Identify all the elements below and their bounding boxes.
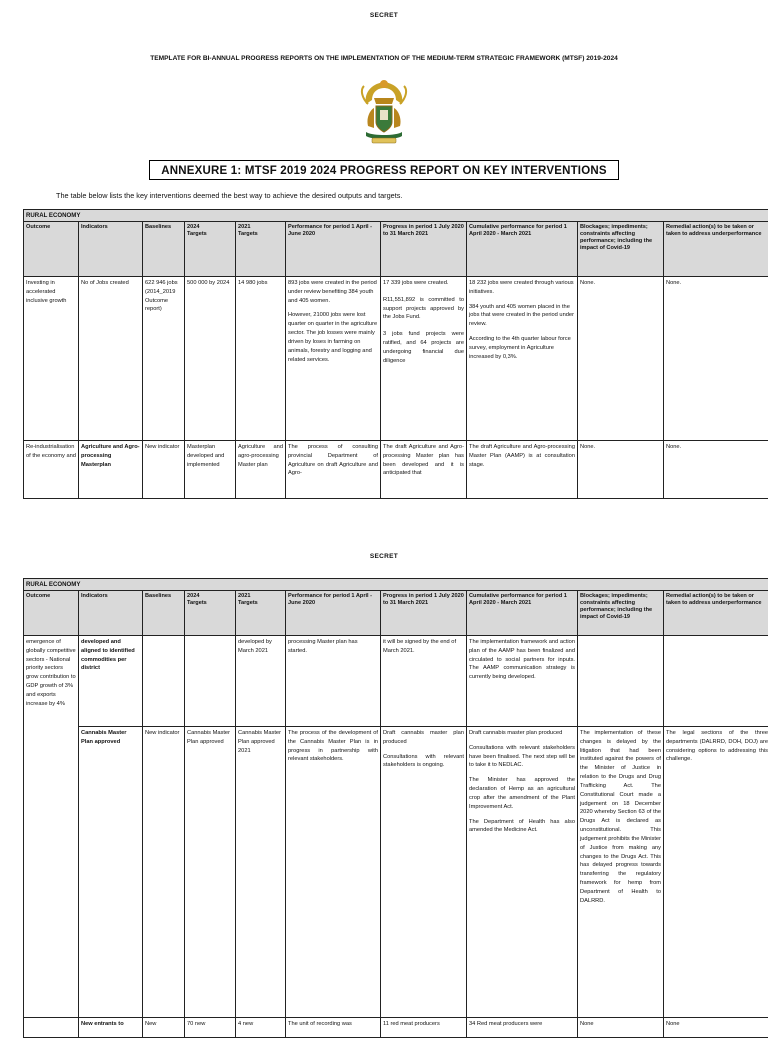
cell-performance: The unit of recording was bbox=[286, 1018, 381, 1038]
cell-blockages: None bbox=[578, 1018, 664, 1038]
cell-target-2024: Masterplan developed and implemented bbox=[185, 441, 236, 499]
cell-remedial: None. bbox=[664, 277, 768, 441]
col-header: Performance for period 1 April - June 2020 bbox=[286, 591, 381, 636]
cell-progress bbox=[381, 277, 467, 441]
col-header: Remedial action(s) to be taken or taken to address underperformance bbox=[664, 222, 768, 277]
paragraph: R11,551,892 is committed to support projects approved by the Jobs Fund. bbox=[383, 296, 464, 322]
table-row bbox=[24, 277, 768, 441]
section-title: RURAL ECONOMY bbox=[24, 210, 768, 222]
cell-performance: The process of consulting provincial Department of Agriculture on draft Agriculture and Agro- bbox=[286, 441, 381, 499]
col-header: Blockages; impediments; constraints affecting performance; including the impact of Covid-19 bbox=[578, 222, 664, 277]
paragraph: However, 21000 jobs were lost quarter on quarter in the agriculture sector. The job losses were mainly driven by loses in farming on animals, forestry and logging and related services. bbox=[288, 311, 378, 364]
col-header: Indicators bbox=[79, 591, 143, 636]
table-row bbox=[24, 727, 768, 1018]
col-header: Indicators bbox=[79, 222, 143, 277]
annexure-title: ANNEXURE 1: MTSF 2019 2024 PROGRESS REPORT ON KEY INTERVENTIONS bbox=[149, 160, 619, 180]
cell-performance: processing Master plan has started. bbox=[286, 636, 381, 727]
paragraph: Draft cannabis master plan produced bbox=[469, 729, 575, 738]
col-header: 2021 Targets bbox=[236, 591, 286, 636]
cell-target-2021: developed by March 2021 bbox=[236, 636, 286, 727]
paragraph: The Department of Health has also amended the Medicine Act. bbox=[469, 818, 575, 836]
cell-cumulative: 34 Red meat producers were bbox=[467, 1018, 578, 1038]
paragraph: Consultations with relevant stakeholders is ongoing. bbox=[383, 753, 464, 771]
cell-baseline: New indicator bbox=[143, 727, 185, 1018]
cell-outcome: Re-industrialisation of the economy and bbox=[24, 441, 79, 499]
paragraph: Consultations with relevant stakeholders have been finalised. The next step will be to take it to NEDLAC. bbox=[469, 744, 575, 770]
secret-header: SECRET bbox=[0, 12, 768, 19]
progress-table-page2 bbox=[23, 578, 768, 1038]
col-header: Performance for period 1 April - June 2020 bbox=[286, 222, 381, 277]
col-header: 2021 Targets bbox=[236, 222, 286, 277]
cell-cumulative bbox=[467, 277, 578, 441]
cell-baseline: New indicator bbox=[143, 441, 185, 499]
cell-outcome: Investing in accelerated inclusive growth bbox=[24, 277, 79, 441]
cell-performance bbox=[286, 277, 381, 441]
paragraph: Draft cannabis master plan produced bbox=[383, 729, 464, 747]
section-title: RURAL ECONOMY bbox=[24, 579, 768, 591]
col-header: Blockages; impediments; constraints affecting performance; including the impact of Covid-19 bbox=[578, 591, 664, 636]
col-header: Baselines bbox=[143, 222, 185, 277]
cell-blockages: None. bbox=[578, 277, 664, 441]
cell-blockages bbox=[578, 636, 664, 727]
cell-remedial: The legal sections of the three departments (DALRRD, DOH, DOJ) are considering options to addressing this challenge. bbox=[664, 727, 768, 1018]
table-row bbox=[24, 636, 768, 727]
col-header: Progress in period 1 July 2020 to 31 March 2021 bbox=[381, 591, 467, 636]
cell-progress bbox=[381, 727, 467, 1018]
cell-blockages: None. bbox=[578, 441, 664, 499]
secret-header: SECRET bbox=[0, 553, 768, 560]
cell-indicator: New entrants to bbox=[79, 1018, 143, 1038]
cell-indicator: Cannabis Master Plan approved bbox=[79, 727, 143, 1018]
cell-progress: 11 red meat producers bbox=[381, 1018, 467, 1038]
paragraph: 893 jobs were created in the period under review benefiting 384 youth and 405 women. bbox=[288, 279, 378, 305]
cell-target-2021: Cannabis Master Plan approved 2021 bbox=[236, 727, 286, 1018]
cell-outcome: emergence of globally competitive sectors - National priority sectors grow contribution to GDP growth of 3% and exports increase by 4% bbox=[24, 636, 79, 1018]
col-header: Outcome bbox=[24, 222, 79, 277]
cell-baseline: 622 946 jobs (2014_2019 Outcome report) bbox=[143, 277, 185, 441]
cell-target-2021: 4 new bbox=[236, 1018, 286, 1038]
col-header: Remedial action(s) to be taken or taken to address underperformance bbox=[664, 591, 768, 636]
paragraph: 384 youth and 405 women placed in the jobs that were created in the period under review. bbox=[469, 303, 575, 329]
paragraph: 3 jobs fund projects were ratified, and 64 projects are undergoing financial due diligence bbox=[383, 330, 464, 365]
paragraph: 17 339 jobs were created. bbox=[383, 279, 464, 288]
cell-remedial: None bbox=[664, 1018, 768, 1038]
cell-progress: The draft Agriculture and Agro-processing Master plan has been developed and it is anticipated that bbox=[381, 441, 467, 499]
coat-of-arms-logo bbox=[356, 74, 412, 148]
paragraph: According to the 4th quarter labour force survey, employment in Agriculture increased by 0,3%. bbox=[469, 335, 575, 361]
paragraph: The Minister has approved the declaration of Hemp as an agricultural crop after the amendment of the Plant Improvement Act. bbox=[469, 776, 575, 811]
cell-performance: The process of the development of the Cannabis Master Plan is in progress in partnership with relevant stakeholders. bbox=[286, 727, 381, 1018]
col-header: Cumulative performance for period 1 April 2020 - March 2021 bbox=[467, 591, 578, 636]
cell-baseline bbox=[143, 636, 185, 727]
cell-target-2021: Agriculture and agro-processing Master plan bbox=[236, 441, 286, 499]
cell-target-2024: 500 000 by 2024 bbox=[185, 277, 236, 441]
paragraph: 18 232 jobs were created through various initiatives. bbox=[469, 279, 575, 297]
col-header: Cumulative performance for period 1 April 2020 - March 2021 bbox=[467, 222, 578, 277]
cell-indicator: developed and aligned to identified commodities per district bbox=[79, 636, 143, 727]
col-header: Baselines bbox=[143, 591, 185, 636]
document-title: TEMPLATE FOR BI-ANNUAL PROGRESS REPORTS ON THE IMPLEMENTATION OF THE MEDIUM-TERM STRATEGIC FRAMEWORK (MTSF) 2019-2024 bbox=[0, 55, 768, 62]
cell-cumulative bbox=[467, 727, 578, 1018]
cell-target-2021: 14 980 jobs bbox=[236, 277, 286, 441]
progress-table-page1 bbox=[23, 209, 768, 499]
table-row bbox=[24, 441, 768, 499]
intro-text: The table below lists the key interventions deemed the best way to achieve the desired outputs and targets. bbox=[56, 191, 402, 200]
cell-progress: it will be signed by the end of March 2021. bbox=[381, 636, 467, 727]
cell-indicator: No of Jobs created bbox=[79, 277, 143, 441]
cell-target-2024 bbox=[185, 636, 236, 727]
cell-target-2024: 70 new bbox=[185, 1018, 236, 1038]
cell-outcome bbox=[24, 1018, 79, 1038]
col-header: Outcome bbox=[24, 591, 79, 636]
cell-baseline: New bbox=[143, 1018, 185, 1038]
cell-cumulative: The implementation framework and action plan of the AAMP has been finalized and circulated to social partners for inputs. The AAMP communication strategy is currently being developed. bbox=[467, 636, 578, 727]
cell-remedial bbox=[664, 636, 768, 727]
col-header: Progress in period 1 July 2020 to 31 March 2021 bbox=[381, 222, 467, 277]
cell-remedial: None. bbox=[664, 441, 768, 499]
cell-indicator: Agriculture and Agro-processing Masterplan bbox=[79, 441, 143, 499]
table-row bbox=[24, 1018, 768, 1038]
cell-target-2024: Cannabis Master Plan approved bbox=[185, 727, 236, 1018]
col-header: 2024 Targets bbox=[185, 591, 236, 636]
cell-blockages: The implementation of these changes is delayed by the litigation that had been instituted against the powers of the Minister of Justice in relation to the Drugs and Drug Trafficking Act. The Constitutional Court made a judgement on 18 December 2020 whereby Section 63 of the Drugs Act is declared as unconstitutional. This judgement prohibits the Minister of Justice from making any changes to the Drugs Act. This has delayed progress towards transferring the regulatory framework for hemp from Department of Health to DALRRD. bbox=[578, 727, 664, 1018]
col-header: 2024 Targets bbox=[185, 222, 236, 277]
cell-cumulative: The draft Agriculture and Agro-processing Master Plan (AAMP) is at consultation stage. bbox=[467, 441, 578, 499]
